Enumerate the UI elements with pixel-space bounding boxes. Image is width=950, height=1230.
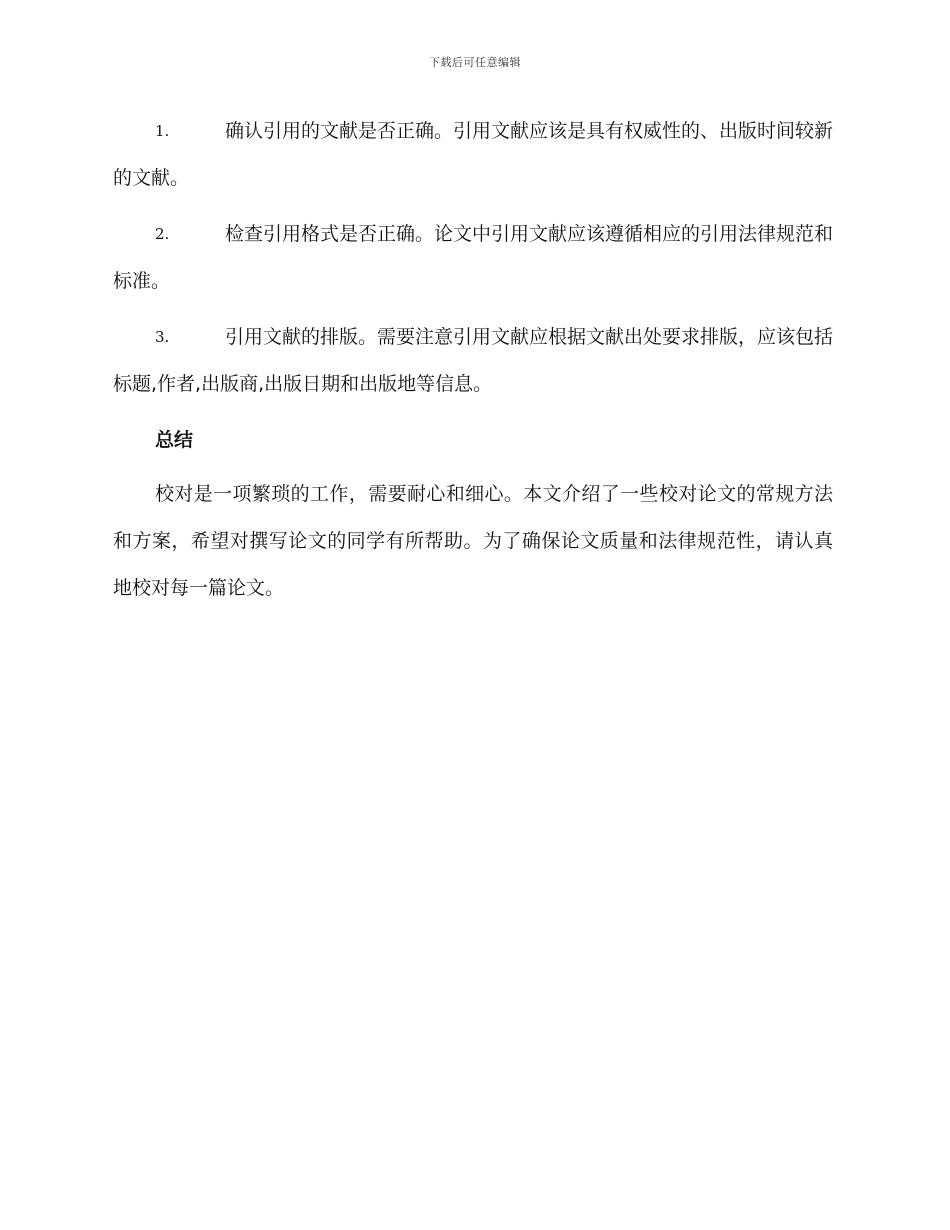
list-item-3 [113, 314, 833, 408]
page-header: 下载后可任意编辑 [429, 56, 521, 69]
list-item-number: 1. [155, 122, 170, 140]
summary-paragraph: 校对是一项繁琐的工作，需要耐心和细心。本文介绍了一些校对论文的常规方法和方案，希望对撰写论文的同学有所帮助。为了确保论文质量和法律规范性，请认真地校对每一篇论文。 [113, 483, 833, 599]
list-item-2 [113, 211, 833, 305]
list-item-text: 检查引用格式是否正确。论文中引用文献应该遵循相应的引用法律规范和标准。 [113, 223, 834, 292]
document-body [113, 108, 833, 612]
list-item-text: 引用文献的排版。需要注意引用文献应根据文献出处要求排版，应该包括标题,作者,出版商,出版日期和出版地等信息。 [113, 326, 834, 395]
summary-heading: 总结 [155, 429, 194, 451]
list-item-1 [113, 108, 833, 202]
list-item-number: 3. [155, 328, 170, 346]
list-item-number: 2. [155, 225, 170, 243]
list-item-text: 确认引用的文献是否正确。引用文献应该是具有权威性的、出版时间较新的文献。 [113, 120, 834, 189]
